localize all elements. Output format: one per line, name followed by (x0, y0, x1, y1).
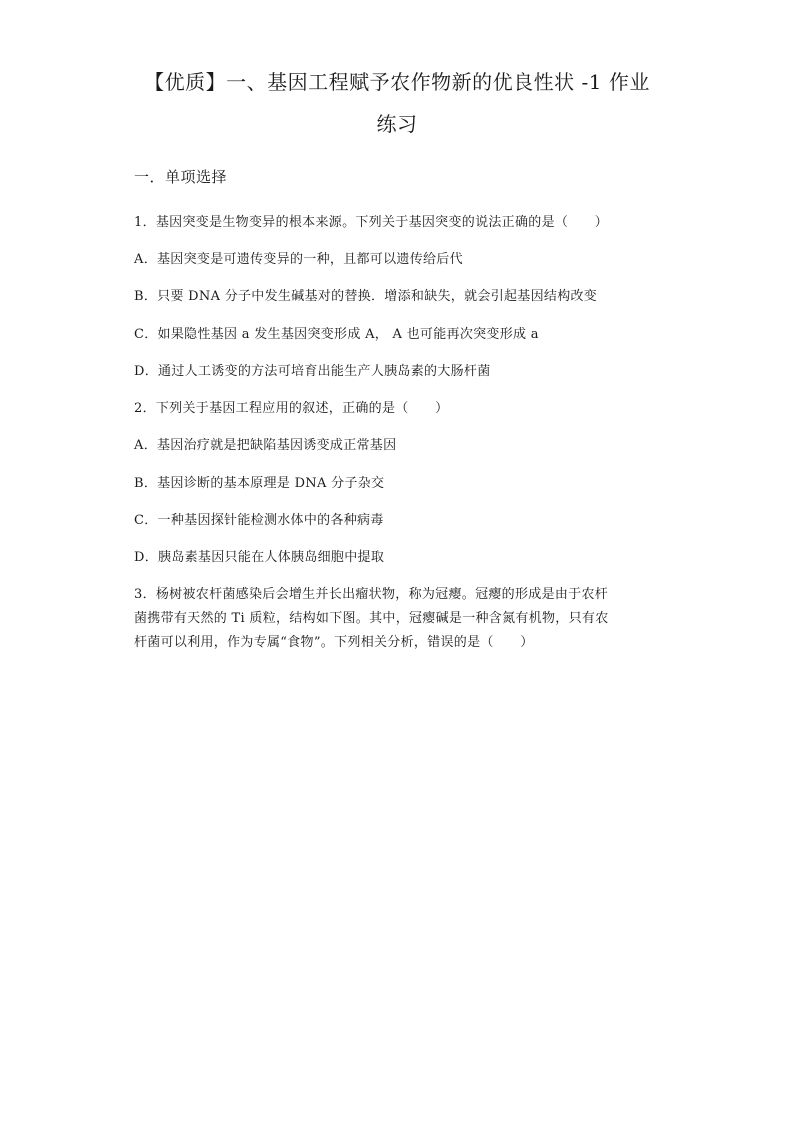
question-2-stem: 2．下列关于基因工程应用的叙述，正确的是（ ） (134, 401, 449, 416)
question-2-option-c: C．一种基因探针能检测水体中的各种病毒 (134, 513, 384, 528)
question-3-stem-line-1: 3．杨树被农杆菌感染后会增生并长出瘤状物，称为冠瘿。冠瘿的形成是由于农杆 (134, 587, 609, 602)
question-1-option-d: D．通过人工诱变的方法可培育出能生产人胰岛素的大肠杆菌 (134, 364, 491, 379)
document-title-line-2: 练习 (376, 112, 418, 136)
section-heading: 一．单项选择 (134, 168, 228, 186)
question-2-option-d: D．胰岛素基因只能在人体胰岛细胞中提取 (134, 550, 385, 565)
question-1-option-c: C．如果隐性基因 a 发生基因突变形成 A， A 也可能再次突变形成 a (134, 327, 539, 342)
question-1-option-a: A．基因突变是可遗传变异的一种，且都可以遗传给后代 (134, 252, 463, 267)
document-title-line-1: 【优质】一、基因工程赋予农作物新的优良性状 -1 作业 (144, 70, 650, 94)
question-2-option-b: B．基因诊断的基本原理是 DNA 分子杂交 (134, 476, 385, 491)
question-3-stem-line-2: 菌携带有天然的 Ti 质粒，结构如下图。其中，冠瘿碱是一种含氮有机物，只有农 (134, 611, 609, 626)
question-1-stem: 1．基因突变是生物变异的根本来源。下列关于基因突变的说法正确的是（ ） (134, 215, 609, 230)
question-3-stem-line-3: 杆菌可以利用，作为专属“食物”。下列相关分析，错误的是（ ） (134, 635, 534, 650)
question-1-option-b: B．只要 DNA 分子中发生碱基对的替换．增添和缺失，就会引起基因结构改变 (134, 289, 598, 304)
question-2-option-a: A．基因治疗就是把缺陷基因诱变成正常基因 (134, 438, 397, 453)
